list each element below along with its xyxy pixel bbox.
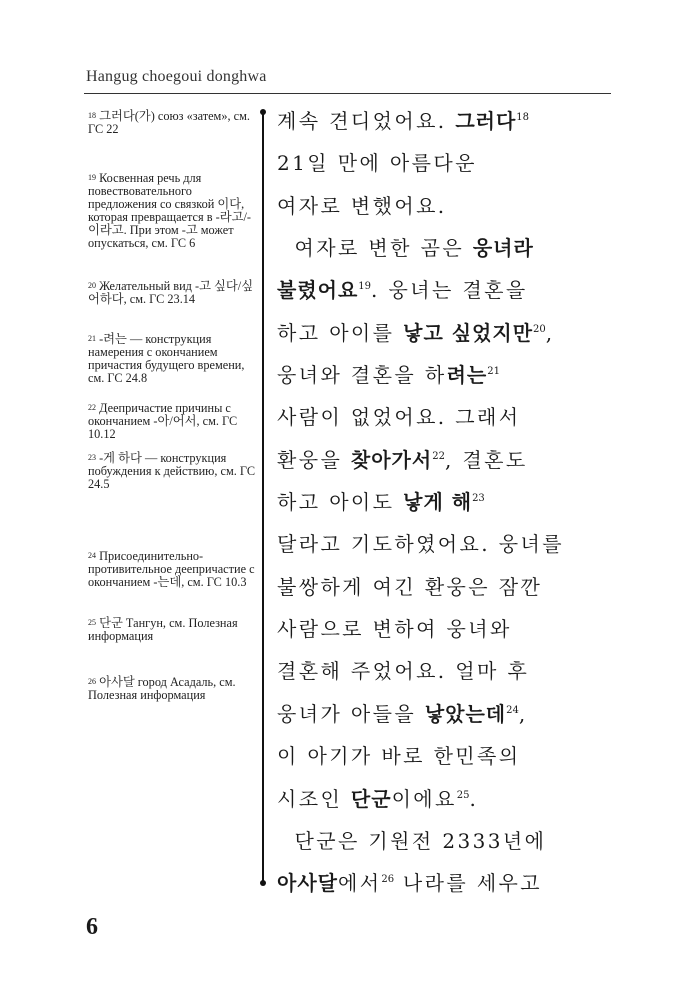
text-line	[277, 231, 617, 273]
text-line	[277, 273, 617, 315]
footnote-21	[88, 333, 258, 385]
footnote-text: Присоединительно-противительное деепричастие с окончанием -는데, см. ГС 10.3	[88, 549, 255, 589]
footnote-25	[88, 617, 258, 643]
text-segment: . 웅녀는 결혼을	[371, 278, 528, 303]
footnote-ref: 24	[506, 704, 519, 716]
text-line	[277, 443, 617, 485]
text-segment: 이에요	[391, 786, 457, 811]
text-line	[277, 866, 617, 908]
footnote-23	[88, 452, 258, 491]
header-rule	[84, 93, 611, 94]
highlighted-phrase: 아사달	[277, 871, 338, 896]
footnote-number: 19	[88, 173, 96, 182]
text-line	[277, 570, 617, 612]
highlighted-phrase: 찾아가서	[350, 447, 433, 472]
text-segment: 시조인	[277, 786, 351, 811]
running-header: Hangug choegoui donghwa	[86, 68, 267, 85]
text-segment: ,	[518, 701, 528, 726]
footnote-ref: 26	[381, 874, 395, 886]
footnote-number: 25	[88, 618, 96, 627]
text-segment: 에서	[337, 871, 382, 896]
highlighted-phrase: 낳고 싶었지만	[403, 320, 534, 345]
text-line	[277, 400, 617, 442]
text-segment: 21일 만에 아름다운	[277, 151, 477, 176]
text-line	[277, 189, 617, 231]
text-line	[277, 739, 617, 781]
text-line	[277, 697, 617, 739]
footnote-number: 21	[88, 334, 96, 343]
footnote-18	[88, 110, 258, 136]
text-segment: 환웅을	[277, 447, 351, 472]
text-line	[277, 824, 617, 866]
highlighted-phrase: 낳게 해	[403, 490, 473, 515]
footnote-20	[88, 280, 258, 306]
footnote-text: -려는 — конструкция намерения с окончанием причастия будущего времени, см. ГС 24.8	[88, 332, 245, 385]
text-segment: 나라를 세우고	[394, 871, 542, 896]
text-line	[277, 316, 617, 358]
text-line	[277, 654, 617, 696]
footnote-text: 그러다(가) союз «затем», см. ГС 22	[88, 109, 250, 136]
text-line	[277, 485, 617, 527]
margin-divider	[262, 112, 264, 884]
footnote-number: 22	[88, 403, 96, 412]
footnote-22	[88, 402, 258, 441]
footnote-number: 18	[88, 111, 96, 120]
footnote-number: 20	[88, 281, 96, 290]
text-segment: 하고 아이를	[277, 320, 404, 345]
divider-dot-bottom	[260, 880, 266, 886]
footnote-19	[88, 172, 258, 250]
page-number: 6	[86, 914, 98, 940]
footnote-26	[88, 676, 258, 702]
text-line	[277, 527, 617, 569]
footnote-ref: 19	[358, 281, 372, 293]
footnote-24	[88, 550, 258, 589]
text-line	[277, 612, 617, 654]
text-segment: 사람이 없었어요. 그래서	[277, 405, 521, 430]
text-segment: 사람으로 변하여 웅녀와	[277, 617, 512, 642]
footnote-ref: 21	[487, 366, 500, 378]
text-segment: 하고 아이도	[277, 490, 404, 515]
footnote-text: Желательный вид -고 싶다/싶어하다, см. ГС 23.14	[88, 279, 254, 306]
text-segment: 계속 견디었어요.	[277, 109, 456, 133]
divider-dot-top	[260, 109, 266, 115]
highlighted-phrase: 려는	[446, 363, 488, 388]
footnote-text: -게 하다 — конструкция побуждения к действию, см. ГС 24.5	[88, 451, 256, 491]
text-segment: .	[469, 786, 479, 811]
text-segment: 불쌍하게 여긴 환웅은 잠깐	[277, 574, 543, 599]
text-line	[277, 782, 617, 824]
text-line	[277, 358, 617, 400]
highlighted-phrase: 낳았는데	[424, 701, 507, 726]
text-segment: 여자로 변했어요.	[277, 193, 447, 218]
footnote-ref: 25	[456, 789, 470, 801]
text-segment: 달라고 기도하였어요. 웅녀를	[277, 532, 564, 557]
footnote-number: 26	[88, 677, 96, 686]
footnote-number: 23	[88, 453, 96, 462]
footnote-text: Деепричастие причины с окончанием -아/어서, см. ГС 10.12	[88, 401, 238, 441]
highlighted-phrase: 불렸어요	[277, 278, 359, 303]
footnote-ref: 20	[533, 323, 546, 335]
main-text	[277, 104, 617, 909]
footnote-text: 단군 Тангун, см. Полезная информация	[88, 616, 238, 643]
highlighted-phrase: 웅녀라	[472, 236, 534, 261]
footnote-text: Косвенная речь для повествовательного предложения со связкой 이다, которая превращается в -라고/-이라고. При этом -고 может опускаться, см. ГС 6	[88, 171, 251, 250]
highlighted-phrase: 그러다	[455, 109, 517, 133]
text-segment: 이 아기가 바로 한민족의	[277, 744, 521, 769]
text-line	[277, 104, 617, 146]
footnote-ref: 22	[432, 450, 445, 462]
text-segment: , 결혼도	[444, 447, 528, 472]
footnote-number: 24	[88, 551, 96, 560]
text-segment: ,	[545, 320, 555, 345]
footnote-text: 아사달 город Асадаль, см. Полезная информация	[88, 675, 236, 702]
text-segment: 여자로 변한 곰은	[277, 236, 473, 261]
text-segment: 결혼해 주었어요. 얼마 후	[277, 659, 530, 684]
text-segment: 웅녀가 아들을	[277, 701, 425, 726]
footnote-ref: 23	[472, 493, 485, 505]
text-line	[277, 146, 617, 188]
text-segment: 웅녀와 결혼을 하	[277, 363, 447, 388]
footnote-ref: 18	[516, 112, 530, 123]
highlighted-phrase: 단군	[350, 786, 392, 811]
text-segment: 단군은 기원전 2333년에	[277, 828, 547, 853]
